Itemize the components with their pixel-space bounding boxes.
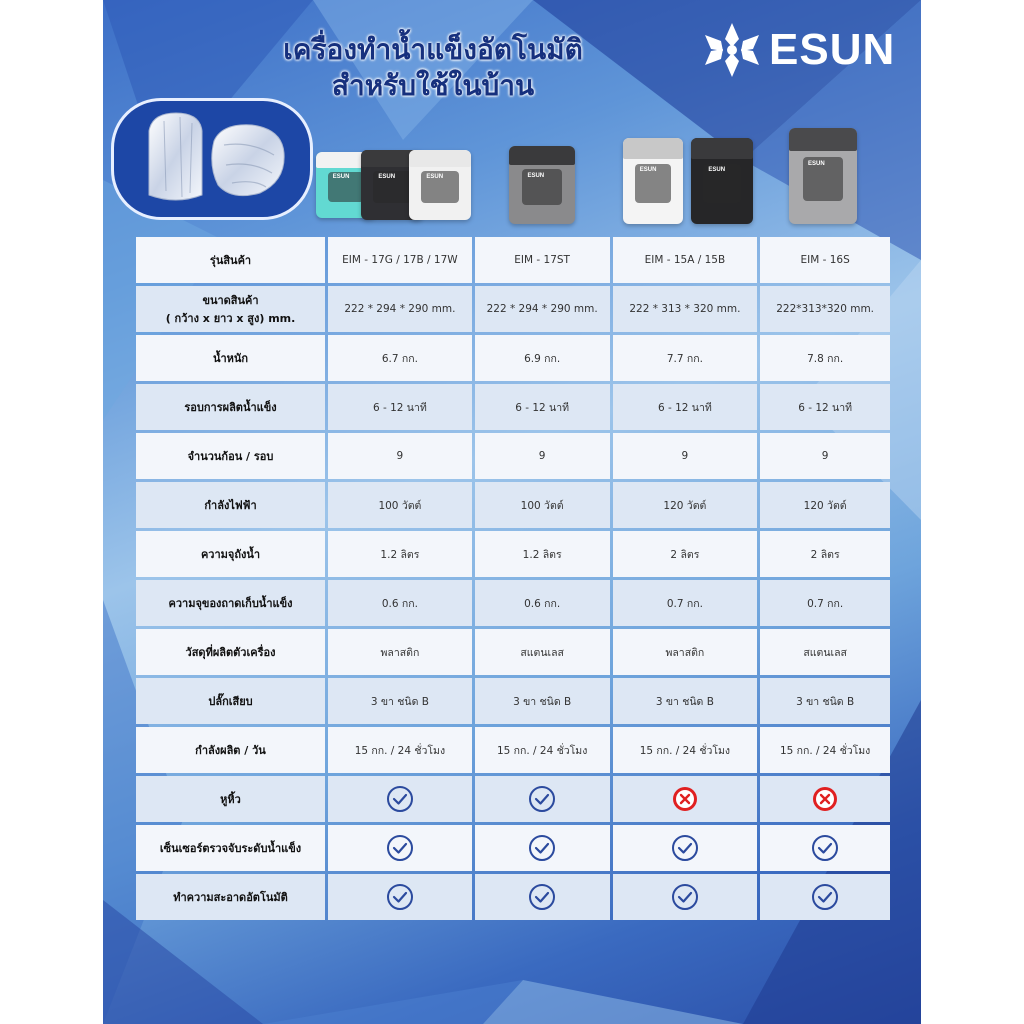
table-cell: 222 * 294 * 290 mm.: [475, 286, 610, 332]
table-cell: สแตนเลส: [475, 629, 610, 675]
row-label: ปลั๊กเสียบ: [136, 678, 325, 724]
table-cell: [475, 776, 610, 822]
check-icon: [671, 834, 699, 862]
table-cell: [328, 825, 472, 871]
table-cell: [613, 874, 758, 920]
table-cell: 6 - 12 นาที: [475, 384, 610, 430]
table-cell: 100 วัตต์: [475, 482, 610, 528]
row-label: น้ำหนัก: [136, 335, 325, 381]
machine-lid: [789, 128, 857, 151]
model-header: EIM - 17ST: [475, 237, 610, 283]
table-cell: 0.7 กก.: [613, 580, 758, 626]
check-icon: [528, 883, 556, 911]
row-label: ความจุของถาดเก็บน้ำแข็ง: [136, 580, 325, 626]
cross-icon: [811, 785, 839, 813]
table-row: [136, 678, 890, 724]
machine-lid: [509, 146, 575, 165]
title-line-2: สำหรับใช้ในบ้าน: [331, 69, 535, 102]
table-cell: 120 วัตต์: [613, 482, 758, 528]
table-cell: 0.6 กก.: [328, 580, 472, 626]
table-cell: 3 ขา ชนิด B: [613, 678, 758, 724]
table-cell: 3 ขา ชนิด B: [328, 678, 472, 724]
table-row: [136, 531, 890, 577]
table-cell: 7.8 กก.: [760, 335, 890, 381]
table-row: [136, 433, 890, 479]
table-cell: [760, 776, 890, 822]
table-cell: [613, 825, 758, 871]
table-row: [136, 874, 890, 920]
table-cell: [613, 776, 758, 822]
row-label: รอบการผลิตน้ำแข็ง: [136, 384, 325, 430]
table-cell: [475, 874, 610, 920]
table-cell: 120 วัตต์: [760, 482, 890, 528]
row-label-line: ขนาดสินค้า: [202, 294, 259, 307]
check-icon: [528, 834, 556, 862]
table-cell: 3 ขา ชนิด B: [475, 678, 610, 724]
table-cell: [328, 776, 472, 822]
table-row: [136, 237, 890, 283]
table-cell: 9: [328, 433, 472, 479]
model-header: EIM - 16S: [760, 237, 890, 283]
machine-brand-label: ESUN: [332, 174, 350, 181]
check-icon: [671, 883, 699, 911]
table-cell: สแตนเลส: [760, 629, 890, 675]
table-cell: 1.2 ลิตร: [328, 531, 472, 577]
table-row: [136, 580, 890, 626]
table-cell: 2 ลิตร: [760, 531, 890, 577]
table-row: [136, 629, 890, 675]
table-row: [136, 727, 890, 773]
table-cell: 1.2 ลิตร: [475, 531, 610, 577]
table-cell: [328, 874, 472, 920]
row-label: จำนวนก้อน / รอบ: [136, 433, 325, 479]
table-row: [136, 825, 890, 871]
check-icon: [811, 834, 839, 862]
machine-brand-label: ESUN: [808, 160, 825, 167]
table-row: [136, 482, 890, 528]
table-cell: 2 ลิตร: [613, 531, 758, 577]
table-cell: 6 - 12 นาที: [760, 384, 890, 430]
table-cell: พลาสติก: [328, 629, 472, 675]
table-row: [136, 335, 890, 381]
row-label: กำลังไฟฟ้า: [136, 482, 325, 528]
ice-cube-icon: [114, 101, 304, 211]
table-cell: 15 กก. / 24 ชั่วโมง: [475, 727, 610, 773]
table-cell: 222 * 294 * 290 mm.: [328, 286, 472, 332]
table-row: [136, 286, 890, 332]
check-icon: [811, 883, 839, 911]
row-label: ความจุถังน้ำ: [136, 531, 325, 577]
ice-cube-badge: [111, 98, 313, 220]
table-cell: 6 - 12 นาที: [328, 384, 472, 430]
machine-brand-label: ESUN: [639, 167, 657, 174]
row-label: เซ็นเซอร์ตรวจจับระดับน้ำแข็ง: [136, 825, 325, 871]
row-label: หูหิ้ว: [136, 776, 325, 822]
model-header: EIM - 17G / 17B / 17W: [328, 237, 472, 283]
brand-logo: [701, 20, 921, 80]
check-icon: [386, 785, 414, 813]
table-cell: 6 - 12 นาที: [613, 384, 758, 430]
machine-silver-16s: [789, 128, 857, 224]
table-cell: 7.7 กก.: [613, 335, 758, 381]
table-cell: [760, 825, 890, 871]
table-cell: [760, 874, 890, 920]
table-cell: พลาสติก: [613, 629, 758, 675]
check-icon: [386, 834, 414, 862]
table-cell: 6.7 กก.: [328, 335, 472, 381]
row-label: รุ่นสินค้า: [136, 237, 325, 283]
machine-brand-label: ESUN: [378, 173, 396, 180]
row-label: ทำความสะอาดอัตโนมัติ: [136, 874, 325, 920]
title-line-1: เครื่องทำน้ำแข็งอัตโนมัติ: [283, 33, 583, 66]
table-cell: 9: [613, 433, 758, 479]
machine-white: [409, 150, 471, 220]
spec-table: [133, 234, 893, 923]
machine-stainless: [509, 146, 575, 224]
table-cell: 222*313*320 mm.: [760, 286, 890, 332]
table-row: [136, 776, 890, 822]
table-cell: 9: [760, 433, 890, 479]
row-label: กำลังผลิต / วัน: [136, 727, 325, 773]
table-cell: 15 กก. / 24 ชั่วโมง: [613, 727, 758, 773]
esun-emblem-icon: [701, 21, 763, 79]
table-cell: 6.9 กก.: [475, 335, 610, 381]
machine-brand-label: ESUN: [426, 173, 444, 180]
check-icon: [386, 883, 414, 911]
row-label: วัสดุที่ผลิตตัวเครื่อง: [136, 629, 325, 675]
row-label: [136, 286, 325, 332]
row-label-line: ( กว้าง x ยาว x สูง) mm.: [165, 312, 296, 325]
machine-lid: [691, 138, 753, 159]
poster: [103, 0, 921, 1024]
table-cell: 15 กก. / 24 ชั่วโมง: [760, 727, 890, 773]
machine-brand-label: ESUN: [527, 172, 545, 179]
table-cell: 0.6 กก.: [475, 580, 610, 626]
model-header: EIM - 15A / 15B: [613, 237, 758, 283]
table-row: [136, 384, 890, 430]
machine-lid: [409, 150, 471, 167]
machine-brand-label: ESUN: [708, 167, 726, 174]
brand-name: ESUN: [769, 25, 896, 74]
table-cell: 100 วัตต์: [328, 482, 472, 528]
table-cell: 3 ขา ชนิด B: [760, 678, 890, 724]
machine-black-15b: [691, 138, 753, 224]
cross-icon: [671, 785, 699, 813]
table-cell: 9: [475, 433, 610, 479]
table-cell: 222 * 313 * 320 mm.: [613, 286, 758, 332]
table-cell: 0.7 กก.: [760, 580, 890, 626]
table-cell: 15 กก. / 24 ชั่วโมง: [328, 727, 472, 773]
table-cell: [475, 825, 610, 871]
check-icon: [528, 785, 556, 813]
machine-white-15a: [623, 138, 683, 224]
machine-lid: [623, 138, 683, 159]
